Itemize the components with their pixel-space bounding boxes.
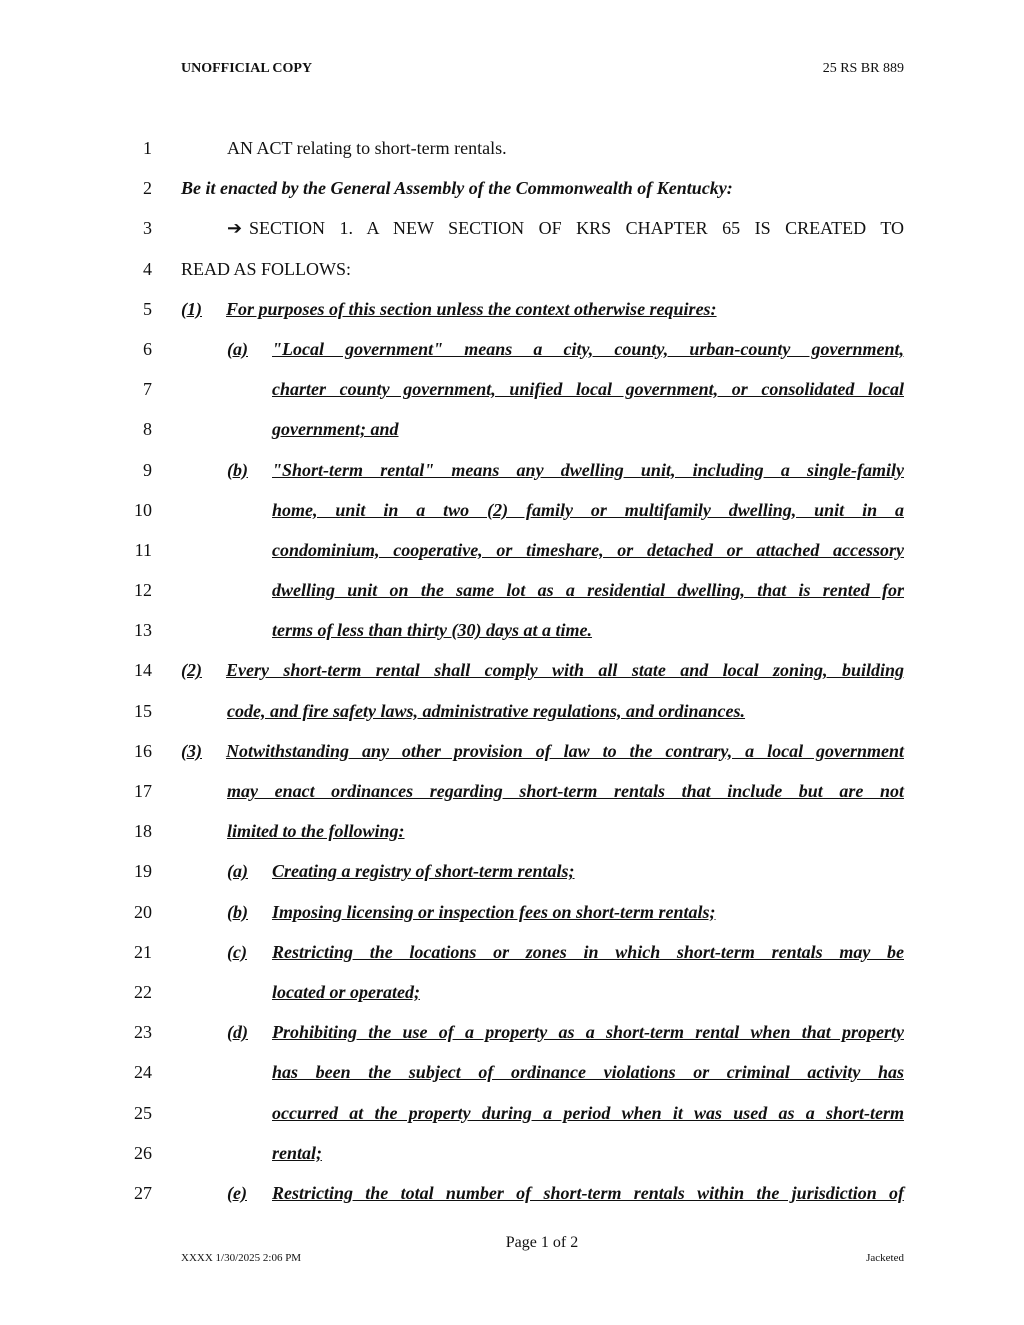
subsection-mark: (d) (227, 1022, 248, 1043)
subsection-mark: (3) (181, 740, 202, 761)
line-number: 3 (143, 218, 152, 239)
footer-left: XXXX 1/30/2025 2:06 PM (181, 1252, 302, 1264)
bill-line (0, 853, 1024, 893)
line-number: 20 (134, 901, 152, 922)
bill-line (0, 652, 1024, 692)
bill-line (0, 934, 1024, 974)
subsection-mark: (1) (181, 298, 202, 319)
line-text: Prohibiting the use of a property as a short-term rental when that property (272, 1022, 904, 1043)
header-left: UNOFFICIAL COPY (181, 61, 313, 76)
line-text: located or operated; (272, 981, 420, 1002)
subsection-mark: (e) (227, 1182, 247, 1203)
line-number: 6 (143, 338, 152, 359)
line-text: "Local government" means a city, county, urban-county government, (272, 338, 904, 359)
bill-line (0, 331, 1024, 371)
line-number: 12 (134, 580, 152, 601)
bill-line (0, 733, 1024, 773)
line-number: 8 (143, 419, 152, 440)
bill-line (0, 1095, 1024, 1135)
bill-line (0, 371, 1024, 411)
bill-line (0, 251, 1024, 291)
line-text: occurred at the property during a period when it was used as a short-term (272, 1102, 904, 1123)
line-number: 19 (134, 861, 152, 882)
line-number: 18 (134, 821, 152, 842)
line-text: "Short-term rental" means any dwelling unit, including a single-family (272, 459, 904, 480)
bill-line (0, 693, 1024, 733)
line-number: 14 (134, 660, 152, 681)
line-text: terms of less than thirty (30) days at a time. (272, 620, 593, 641)
line-number: 17 (134, 781, 152, 801)
line-number: 15 (134, 700, 152, 721)
bill-line (0, 1135, 1024, 1175)
line-text: code, and fire safety laws, administrative regulations, and ordinances. (227, 700, 746, 721)
line-number: 13 (134, 620, 152, 641)
bill-line (0, 170, 1024, 210)
line-text: may enact ordinances regarding short-term rentals that include but are not (227, 781, 904, 801)
line-text: Every short-term rental shall comply with all state and local zoning, building (226, 660, 904, 681)
line-text: dwelling unit on the same lot as a residential dwelling, that is rented for (272, 580, 904, 601)
line-text: charter county government, unified local government, or consolidated local (272, 379, 904, 400)
bill-line (0, 291, 1024, 331)
line-number: 4 (143, 258, 152, 279)
subsection-mark: (b) (227, 459, 248, 480)
line-number: 1 (143, 138, 152, 158)
bill-line (0, 572, 1024, 612)
footer-right: Jacketed (866, 1252, 904, 1264)
bill-line (0, 452, 1024, 492)
subsection-mark: (b) (227, 901, 248, 922)
bill-line (0, 813, 1024, 853)
line-number: 11 (134, 539, 152, 560)
bill-line (0, 1175, 1024, 1215)
line-text: Restricting the locations or zones in which short-term rentals may be (272, 941, 904, 962)
header-right: 25 RS BR 889 (822, 61, 904, 76)
subsection-mark: (a) (227, 338, 248, 359)
bill-line (0, 1054, 1024, 1094)
bill-line (0, 210, 1024, 250)
bill-line (0, 130, 1024, 170)
line-number: 26 (134, 1142, 152, 1163)
line-number: 25 (134, 1102, 152, 1123)
line-number: 9 (143, 459, 152, 480)
line-number: 21 (134, 941, 152, 962)
line-number: 5 (143, 298, 152, 319)
line-text: READ AS FOLLOWS: (181, 258, 352, 279)
bill-line (0, 1014, 1024, 1054)
line-text: condominium, cooperative, or timeshare, or detached or attached accessory (272, 539, 904, 560)
bill-line (0, 894, 1024, 934)
line-number: 24 (134, 1062, 152, 1083)
line-text: For purposes of this section unless the context otherwise requires: (226, 298, 717, 319)
bill-line (0, 612, 1024, 652)
bill-line (0, 773, 1024, 813)
line-text: Imposing licensing or inspection fees on short-term rentals; (272, 901, 716, 922)
bill-line (0, 411, 1024, 451)
line-text: Notwithstanding any other provision of law to the contrary, a local government (226, 740, 904, 761)
line-text: rental; (272, 1142, 323, 1163)
subsection-mark: (2) (181, 660, 202, 681)
subsection-mark: (c) (227, 941, 247, 962)
line-number: 27 (134, 1182, 152, 1203)
line-number: 16 (134, 740, 152, 761)
bill-text-body (0, 130, 1024, 1215)
line-text: AN ACT relating to short-term rentals. (227, 138, 507, 158)
line-text: limited to the following: (227, 821, 405, 842)
line-text: SECTION 1. A NEW SECTION OF KRS CHAPTER 65 IS CREATED TO (249, 218, 904, 239)
line-number: 22 (134, 981, 152, 1002)
bill-line (0, 492, 1024, 532)
arrow-icon: ➔ (227, 218, 243, 239)
bill-line (0, 532, 1024, 572)
bill-line (0, 974, 1024, 1014)
line-text: Be it enacted by the General Assembly of the Commonwealth of Kentucky: (181, 178, 733, 199)
line-text: Creating a registry of short-term rentals; (272, 861, 575, 882)
page-number: Page 1 of 2 (505, 1234, 579, 1251)
subsection-mark: (a) (227, 861, 248, 882)
line-number: 10 (134, 499, 152, 520)
line-text: home, unit in a two (2) family or multifamily dwelling, unit in a (272, 499, 904, 520)
line-number: 23 (134, 1022, 152, 1043)
line-text: government; and (272, 419, 399, 440)
line-number: 7 (143, 379, 152, 400)
line-text: Restricting the total number of short-term rentals within the jurisdiction of (272, 1182, 904, 1203)
line-number: 2 (143, 178, 152, 199)
line-text: has been the subject of ordinance violations or criminal activity has (272, 1062, 904, 1083)
